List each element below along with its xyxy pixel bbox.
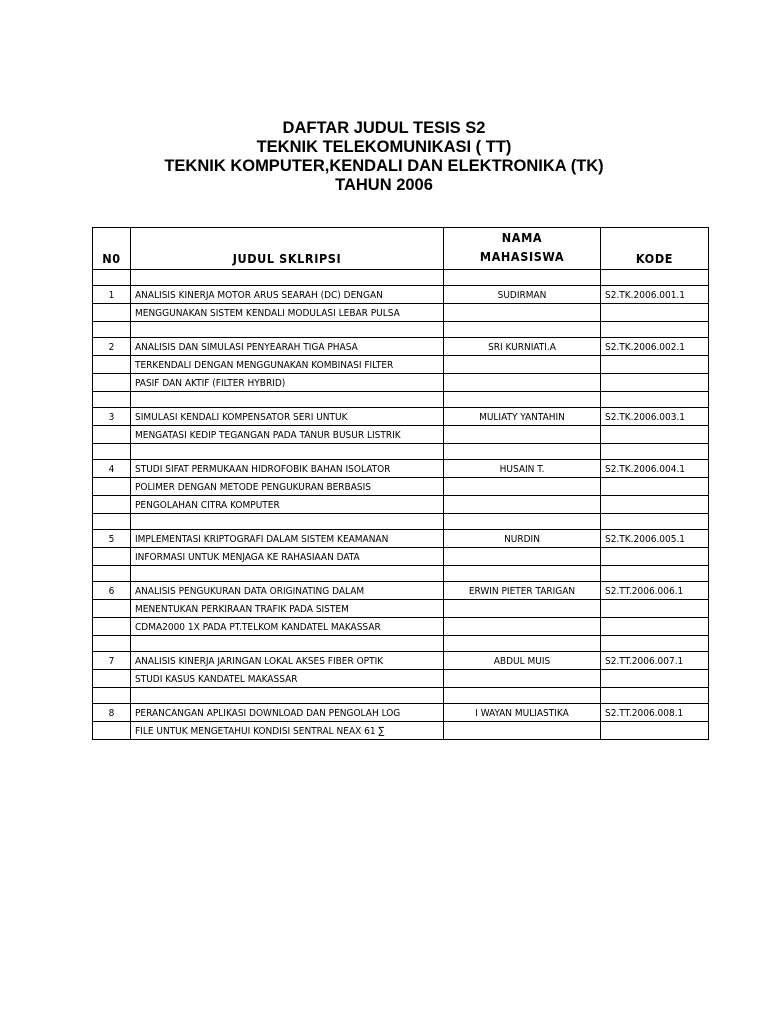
entry-code — [601, 600, 709, 618]
entry-student-name: ERWIN PIETER TARIGAN — [444, 582, 601, 600]
title-line-2: TEKNIK TELEKOMUNIKASI ( TT) — [256, 138, 512, 156]
spacer-cell — [601, 392, 709, 408]
entry-number — [93, 304, 131, 322]
entry-title-line: INFORMASI UNTUK MENJAGA KE RAHASIAAN DATA — [131, 548, 444, 566]
entry-student-name: SUDIRMAN — [444, 286, 601, 304]
spacer-row — [93, 566, 709, 582]
spacer-cell — [131, 688, 444, 704]
entry-student-name: NURDIN — [444, 530, 601, 548]
header-kode: KODE — [601, 228, 709, 270]
table-row — [93, 652, 709, 670]
spacer-cell — [601, 688, 709, 704]
entry-title-line: MENENTUKAN PERKIRAAN TRAFIK PADA SISTEM — [131, 600, 444, 618]
entry-student-name: HUSAIN T. — [444, 460, 601, 478]
entry-title-line: TERKENDALI DENGAN MENGGUNAKAN KOMBINASI FILTER — [131, 356, 444, 374]
table-row-continuation — [93, 548, 709, 566]
entry-student-name — [444, 670, 601, 688]
table-row — [93, 408, 709, 426]
entry-student-name — [444, 548, 601, 566]
entry-student-name — [444, 304, 601, 322]
entry-student-name: SRI KURNIATI.A — [444, 338, 601, 356]
entry-code: S2.TK.2006.004.1 — [601, 460, 709, 478]
entry-code: S2.TT.2006.008.1 — [601, 704, 709, 722]
entry-code: S2.TK.2006.005.1 — [601, 530, 709, 548]
entry-number: 7 — [93, 652, 131, 670]
spacer-cell — [444, 444, 601, 460]
spacer-cell — [93, 270, 131, 286]
entry-number — [93, 722, 131, 740]
table-row-continuation — [93, 496, 709, 514]
entry-student-name — [444, 478, 601, 496]
table-row-continuation — [93, 356, 709, 374]
entry-student-name — [444, 600, 601, 618]
table-row-continuation — [93, 618, 709, 636]
entry-title-line: ANALISIS PENGUKURAN DATA ORIGINATING DALAM — [131, 582, 444, 600]
table-row-continuation — [93, 600, 709, 618]
entry-number — [93, 600, 131, 618]
spacer-cell — [93, 636, 131, 652]
header-nama-line2: MAHASISWA — [479, 249, 565, 264]
title-line-4: TAHUN 2006 — [335, 176, 433, 194]
spacer-cell — [444, 392, 601, 408]
spacer-cell — [131, 322, 444, 338]
spacer-row — [93, 322, 709, 338]
spacer-cell — [444, 688, 601, 704]
entry-code — [601, 548, 709, 566]
entry-title-line: MENGGUNAKAN SISTEM KENDALI MODULASI LEBAR PULSA — [131, 304, 444, 322]
spacer-row — [93, 270, 709, 286]
header-nama — [444, 228, 601, 270]
entry-number — [93, 478, 131, 496]
spacer-cell — [93, 392, 131, 408]
entry-code — [601, 496, 709, 514]
entry-number — [93, 374, 131, 392]
spacer-cell — [93, 444, 131, 460]
entry-title-line: PASIF DAN AKTIF (FILTER HYBRID) — [131, 374, 444, 392]
spacer-cell — [131, 270, 444, 286]
spacer-cell — [601, 322, 709, 338]
entry-number — [93, 618, 131, 636]
spacer-cell — [444, 322, 601, 338]
entry-title-line: ANALISIS KINERJA JARINGAN LOKAL AKSES FIBER OPTIK — [131, 652, 444, 670]
entry-title-line: IMPLEMENTASI KRIPTOGRAFI DALAM SISTEM KEAMANAN — [131, 530, 444, 548]
entry-number: 5 — [93, 530, 131, 548]
table-header-row — [93, 228, 709, 270]
entry-student-name — [444, 618, 601, 636]
table-row-continuation — [93, 304, 709, 322]
spacer-cell — [601, 444, 709, 460]
entry-student-name: MULIATY YANTAHIN — [444, 408, 601, 426]
entry-code — [601, 374, 709, 392]
spacer-row — [93, 514, 709, 530]
entry-title-line: STUDI SIFAT PERMUKAAN HIDROFOBIK BAHAN ISOLATOR — [131, 460, 444, 478]
document-title-block — [0, 119, 768, 195]
table-row-continuation — [93, 374, 709, 392]
spacer-row — [93, 688, 709, 704]
entry-number: 2 — [93, 338, 131, 356]
entry-student-name — [444, 426, 601, 444]
entry-code — [601, 426, 709, 444]
entry-number — [93, 356, 131, 374]
entry-title-line: POLIMER DENGAN METODE PENGUKURAN BERBASIS — [131, 478, 444, 496]
entry-number: 3 — [93, 408, 131, 426]
table-row — [93, 338, 709, 356]
table-row-continuation — [93, 670, 709, 688]
thesis-table — [92, 227, 709, 740]
table-row-continuation — [93, 478, 709, 496]
entry-student-name — [444, 356, 601, 374]
table-row — [93, 704, 709, 722]
title-line-1: DAFTAR JUDUL TESIS S2 — [282, 119, 486, 137]
entry-number — [93, 548, 131, 566]
table-row — [93, 530, 709, 548]
spacer-cell — [444, 566, 601, 582]
table-row-continuation — [93, 722, 709, 740]
spacer-cell — [131, 514, 444, 530]
spacer-cell — [444, 636, 601, 652]
spacer-cell — [131, 636, 444, 652]
spacer-cell — [93, 322, 131, 338]
spacer-cell — [131, 566, 444, 582]
entry-student-name — [444, 496, 601, 514]
table-row-continuation — [93, 426, 709, 444]
entry-code: S2.TT.2006.006.1 — [601, 582, 709, 600]
spacer-cell — [444, 514, 601, 530]
table-row — [93, 582, 709, 600]
spacer-cell — [131, 444, 444, 460]
entry-student-name: I WAYAN MULIASTIKA — [444, 704, 601, 722]
entry-title-line: PERANCANGAN APLIKASI DOWNLOAD DAN PENGOLAH LOG — [131, 704, 444, 722]
entry-code — [601, 618, 709, 636]
spacer-cell — [93, 566, 131, 582]
entry-code — [601, 722, 709, 740]
entry-number: 8 — [93, 704, 131, 722]
table-row — [93, 286, 709, 304]
spacer-cell — [93, 514, 131, 530]
entry-title-line: CDMA2000 1X PADA PT.TELKOM KANDATEL MAKASSAR — [131, 618, 444, 636]
entry-code: S2.TK.2006.003.1 — [601, 408, 709, 426]
entry-title-line: SIMULASI KENDALI KOMPENSATOR SERI UNTUK — [131, 408, 444, 426]
table-row — [93, 460, 709, 478]
entry-code — [601, 670, 709, 688]
title-line-3: TEKNIK KOMPUTER,KENDALI DAN ELEKTRONIKA (TK) — [164, 157, 604, 175]
spacer-cell — [601, 636, 709, 652]
entry-number: 4 — [93, 460, 131, 478]
entry-code — [601, 356, 709, 374]
entry-student-name — [444, 374, 601, 392]
spacer-cell — [93, 688, 131, 704]
spacer-row — [93, 444, 709, 460]
entry-number — [93, 426, 131, 444]
entry-code: S2.TK.2006.002.1 — [601, 338, 709, 356]
entry-title-line: ANALISIS DAN SIMULASI PENYEARAH TIGA PHASA — [131, 338, 444, 356]
entry-number — [93, 496, 131, 514]
entry-title-line: STUDI KASUS KANDATEL MAKASSAR — [131, 670, 444, 688]
spacer-cell — [444, 270, 601, 286]
header-judul: JUDUL SKLRIPSI — [131, 228, 444, 270]
entry-title-line: FILE UNTUK MENGETAHUI KONDISI SENTRAL NEAX 61 ∑ — [131, 722, 444, 740]
spacer-cell — [601, 566, 709, 582]
entry-number: 6 — [93, 582, 131, 600]
header-nama-line1: NAMA — [501, 230, 543, 245]
table-body — [93, 270, 709, 740]
header-no: N0 — [93, 228, 131, 270]
spacer-row — [93, 636, 709, 652]
entry-code — [601, 304, 709, 322]
entry-code — [601, 478, 709, 496]
entry-number: 1 — [93, 286, 131, 304]
entry-title-line: PENGOLAHAN CITRA KOMPUTER — [131, 496, 444, 514]
spacer-row — [93, 392, 709, 408]
spacer-cell — [131, 392, 444, 408]
entry-student-name — [444, 722, 601, 740]
entry-code: S2.TK.2006.001.1 — [601, 286, 709, 304]
entry-title-line: MENGATASI KEDIP TEGANGAN PADA TANUR BUSUR LISTRIK — [131, 426, 444, 444]
entry-number — [93, 670, 131, 688]
entry-title-line: ANALISIS KINERJA MOTOR ARUS SEARAH (DC) DENGAN — [131, 286, 444, 304]
spacer-cell — [601, 514, 709, 530]
entry-student-name: ABDUL MUIS — [444, 652, 601, 670]
spacer-cell — [601, 270, 709, 286]
entry-code: S2.TT.2006.007.1 — [601, 652, 709, 670]
